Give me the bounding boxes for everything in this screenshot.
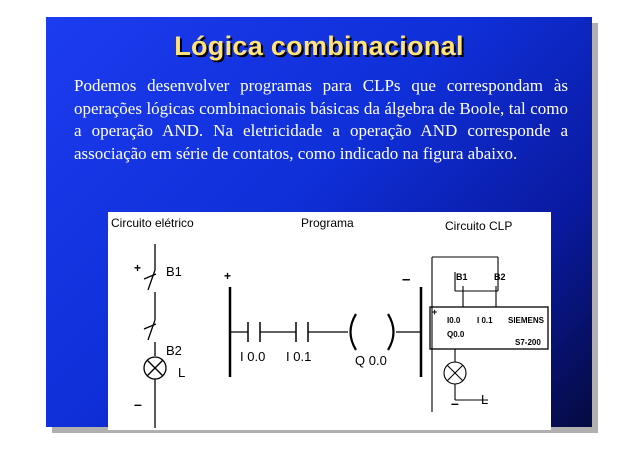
program-coil-label: Q 0.0 bbox=[355, 353, 387, 368]
plc-heading: Circuito CLP bbox=[445, 219, 513, 233]
plc-out-label: Q0.0 bbox=[447, 330, 465, 339]
plc-plus-label: + bbox=[432, 307, 438, 317]
program-heading: Programa bbox=[301, 216, 354, 230]
electric-b1-label: B1 bbox=[166, 264, 182, 279]
program-minus-label: – bbox=[402, 271, 411, 288]
plc-lamp-label: L bbox=[481, 392, 489, 407]
plc-in2-label: I 0.1 bbox=[477, 316, 493, 325]
program-contact1-label: I 0.0 bbox=[240, 349, 266, 364]
program-plus-label: + bbox=[224, 269, 232, 283]
switch-b1 bbox=[148, 270, 155, 290]
slide-paragraph: Podemos desenvolver programas para CLPs que correspondam às operações lógicas combinacionais básicas da álgebra de Boole, tal como a operação AND. Na eletricidade a operação AND corresponde a associação em série de contatos, como indicado na figura abaixo. bbox=[74, 76, 568, 163]
circuit-figure bbox=[108, 212, 551, 430]
electric-circuit-lines bbox=[144, 244, 166, 428]
program-contact2-label: I 0.1 bbox=[286, 349, 312, 364]
electric-plus-label: + bbox=[134, 261, 142, 275]
plc-brand-label: SIEMENS bbox=[508, 316, 545, 325]
plc-in1-label: I0.0 bbox=[447, 316, 461, 325]
electric-minus-label: – bbox=[134, 396, 142, 412]
plc-b2-label: B2 bbox=[494, 272, 506, 282]
electric-b2-label: B2 bbox=[166, 343, 182, 358]
switch-b2 bbox=[148, 320, 155, 340]
circuit-diagram bbox=[108, 212, 551, 430]
electric-lamp-label: L bbox=[178, 365, 186, 380]
slide-title: Lógica combinacional bbox=[174, 31, 464, 61]
plc-minus-label: – bbox=[451, 395, 459, 411]
plc-model-label: S7-200 bbox=[515, 338, 541, 347]
plc-b1-label: B1 bbox=[456, 272, 468, 282]
electric-heading: Circuito elétrico bbox=[111, 216, 194, 230]
